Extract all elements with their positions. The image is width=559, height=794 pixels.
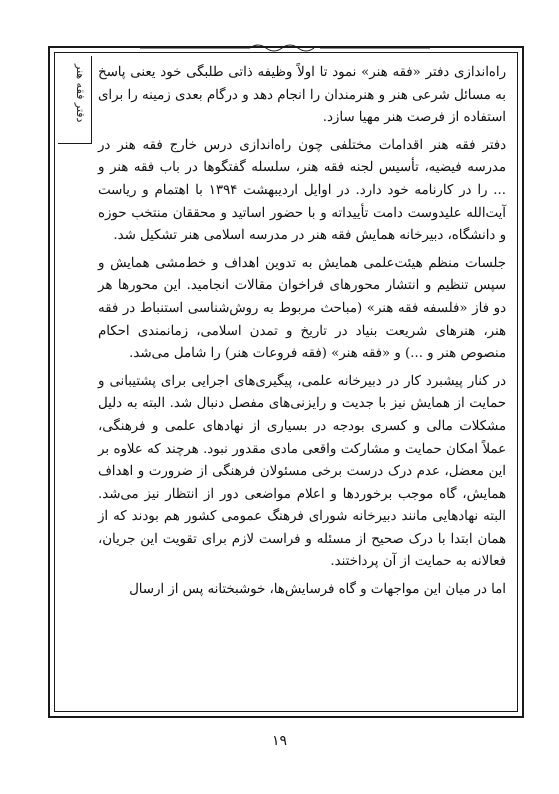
paragraph: دفتر فقه هنر اقدامات مختلفی چون راه‌اندازی درس خارج فقه هنر در مدرسه فیضیه، تأسیس لجنه فقه هنر، سلسله گفتگوها در باب فقه هنر و ... را در کارنامه خود دارد. در اوایل اردیبهشت ۱۳۹۴ با اهتمام و ریاست آیت‌الله علیدوست دامت تأییداته و با حضور اساتید و محققان منتخب حوزه و دانشگاه، دبیرخانه همایش فقه هنر در مدرسه اسلامی هنر تشکیل شد. (98, 137, 506, 244)
side-header-label: دفتر فقه هنر (74, 64, 87, 123)
paragraph: اما در میان این مواجهات و گاه فرسایش‌ها، خوشبختانه پس از ارسال (129, 582, 506, 598)
main-text-body (98, 62, 506, 602)
paragraph: جلسات منظم هیئت‌علمی همایش به تدوین اهداف و خط‌مشی همایش و سپس تنظیم و انتشار محورهای فراخوان مقالات انجامید. این محورها هر دو فاز «فلسفه فقه هنر» (مباحث مربوط به روش‌شناسی استنباط در فقه هنر، هنرهای شریعت بنیاد در تاریخ و تمدن اسلامی، زمانمندی احکام منصوص هنر و ...) و «فقه هنر» (فقه فروعات هنر) را شامل می‌شد. (98, 255, 506, 362)
paragraph: راه‌اندازی دفتر «فقه هنر» نمود تا اولاً وظیفه ذاتی طلبگی خود یعنی پاسخ به مسائل شرعی هنر و هنرمندان را انجام دهد و درگام بعدی زمینه را برای استفاده از فرصت هنر مهیا سازد. (98, 65, 506, 126)
page-number: ۱۹ (271, 733, 288, 749)
side-header-strip (58, 56, 92, 144)
paragraph: در کنار پیشبرد کار در دبیرخانه علمی، پیگیری‌های اجرایی برای پشتیبانی و حمایت از همایش نیز با جدیت و رایزنی‌های مفصل دنبال شد. البته به دلیل مشکلات مالی و کسری بودجه در بسیاری از نهادهای علمی و فرهنگی، عملاً امکان حمایت و مشارکت واقعی مادی مقدور نبود. هرچند که علاوه بر این معضل، عدم درک درست برخی مسئولان فرهنگی از ضرورت و اهداف همایش، گاه موجب برخوردها و اعلام مواضعی دور از انتظار نیز می‌شد. البته نهادهایی مانند دبیرخانه شورای فرهنگ عمومی کشور هم بودند که از همان ابتدا با درک صحیح از مسئله و فراست لازم برای تقویت این جریان، فعالانه به حمایت از آن پرداختند. (98, 373, 506, 570)
top-ornament-icon (140, 42, 430, 54)
